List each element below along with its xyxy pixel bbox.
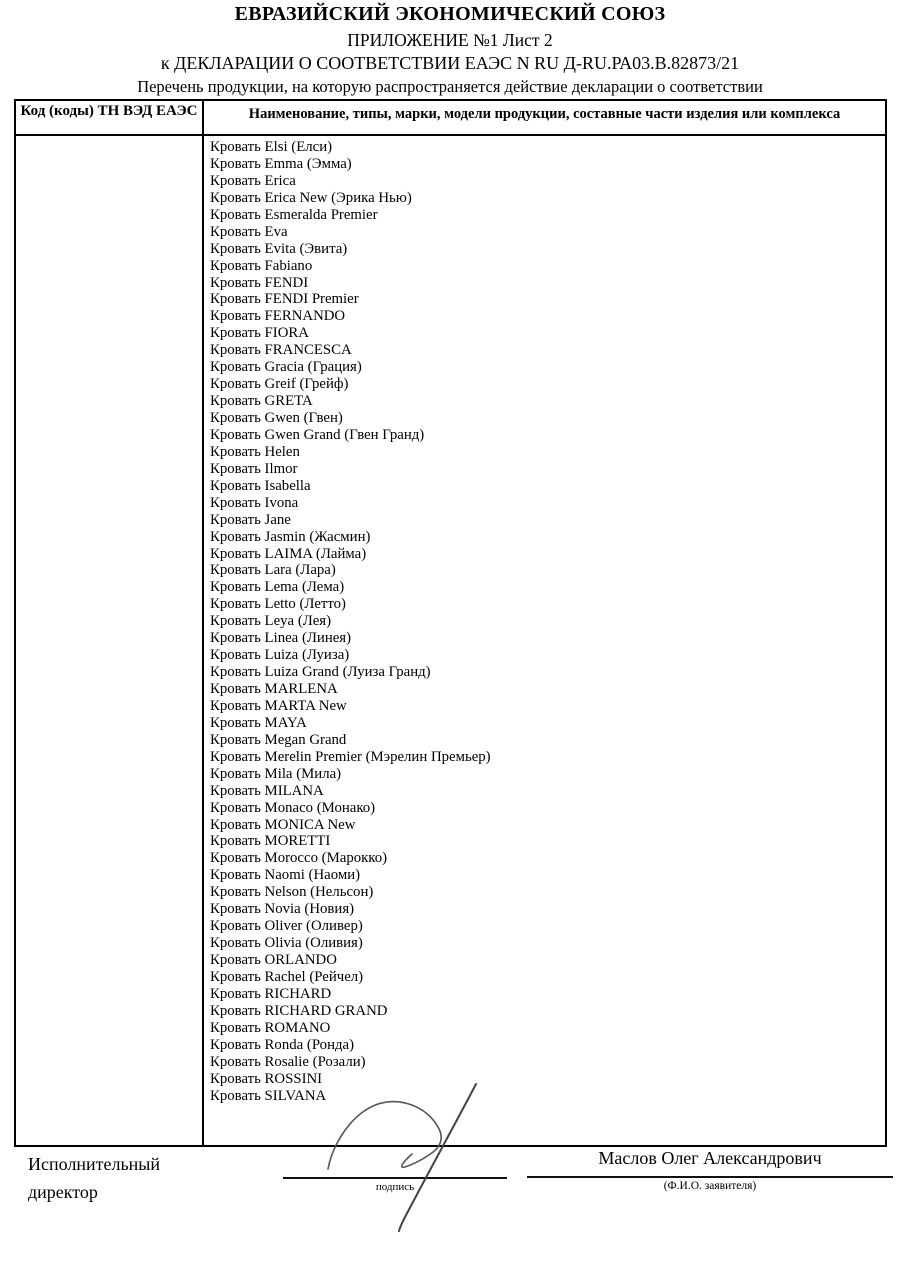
product-item: Кровать MILANA: [210, 782, 324, 799]
product-item: Кровать Ronda (Ронда): [210, 1036, 355, 1053]
product-item: Кровать Letto (Летто): [210, 596, 346, 613]
product-item: Кровать ROSSINI: [210, 1070, 323, 1087]
product-item: Кровать Gwen Grand (Гвен Гранд): [210, 426, 425, 443]
product-item: Кровать RICHARD GRAND: [210, 1002, 388, 1019]
product-item: Кровать MAYA: [210, 714, 307, 731]
product-item: Кровать FIORA: [210, 325, 309, 342]
product-item: Кровать LAIMA (Лайма): [210, 545, 367, 562]
product-item: Кровать SILVANA: [210, 1087, 327, 1104]
product-item: Кровать Linea (Линея): [210, 630, 352, 647]
product-item: Кровать Lema (Лема): [210, 579, 345, 596]
product-item: Кровать Rosalie (Розали): [210, 1053, 366, 1070]
handwritten-signature: [300, 1073, 500, 1238]
product-item: Кровать Greif (Грейф): [210, 376, 349, 393]
product-item: Кровать Esmeralda Premier: [210, 206, 378, 223]
tnved-code-column-header: Код (коды) ТН ВЭД ЕАЭС: [16, 101, 204, 134]
products-table-header-row: [16, 101, 885, 136]
product-item: Кровать Ilmor: [210, 460, 298, 477]
product-item: Кровать Merelin Premier (Мэрелин Премьер): [210, 748, 491, 765]
product-item: Кровать Gwen (Гвен): [210, 410, 343, 426]
product-list-cell: [204, 136, 885, 1145]
scope-description-line: Перечень продукции, на которую распространяется действие декларации о соответствии: [137, 77, 763, 96]
product-item: Кровать Elsi (Елси): [210, 139, 333, 155]
product-item: Кровать ORLANDO: [210, 952, 337, 968]
product-name-column-header: Наименование, типы, марки, модели продукции, составные части изделия или комплекса: [248, 106, 841, 122]
signer-position-line2: директор: [28, 1182, 98, 1202]
product-item: Кровать Luiza (Луиза): [210, 647, 350, 664]
product-item: Кровать Morocco (Марокко): [210, 850, 388, 867]
product-item: Кровать FENDI: [210, 274, 309, 291]
product-item: Кровать Novia (Новия): [210, 901, 355, 918]
product-item: Кровать GRETA: [210, 393, 313, 410]
product-item: Кровать Isabella: [210, 477, 311, 494]
product-item: Кровать Megan Grand: [210, 731, 347, 748]
product-item: Кровать ROMANO: [210, 1019, 331, 1036]
signature-field-label: подпись: [375, 1181, 415, 1193]
product-item: Кровать Lara (Лара): [210, 562, 336, 579]
product-item: Кровать Mila (Мила): [210, 765, 342, 782]
product-item: Кровать Naomi (Наоми): [210, 867, 361, 884]
product-item: Кровать MARLENA: [210, 681, 338, 697]
signer-position-line1: Исполнительный: [28, 1154, 161, 1174]
tnved-code-cell: [16, 136, 204, 1145]
product-item: Кровать FENDI Premier: [210, 291, 359, 308]
product-item: Кровать Oliver (Оливер): [210, 918, 363, 935]
product-item: Кровать Leya (Лея): [210, 613, 331, 630]
products-table: [14, 99, 887, 1147]
signer-position-title: [28, 1150, 160, 1206]
product-item: Кровать RICHARD: [210, 985, 332, 1002]
product-item: Кровать Erica New (Эрика Нью): [210, 189, 412, 206]
product-item: Кровать Fabiano: [210, 257, 313, 274]
product-item: Кровать Emma (Эмма): [210, 155, 352, 172]
declaration-number-line: к ДЕКЛАРАЦИИ О СООТВЕТСТВИИ ЕАЭС N RU Д-RU.РА03.В.82873/21: [160, 53, 740, 73]
document-header: [0, 0, 900, 97]
applicant-name-field-label: (Ф.И.О. заявителя): [663, 1180, 757, 1192]
product-item: Кровать MORETTI: [210, 833, 331, 850]
product-item: Кровать FRANCESCA: [210, 342, 352, 359]
products-table-body-row: [16, 136, 885, 1145]
appendix-subtitle: ПРИЛОЖЕНИЕ №1 Лист 2: [347, 30, 553, 50]
product-item: Кровать Rachel (Рейчел): [210, 968, 364, 985]
product-item: Кровать Jasmin (Жасмин): [210, 528, 371, 545]
product-item: Кровать Monaco (Монако): [210, 799, 376, 816]
product-item: Кровать Gracia (Грация): [210, 359, 362, 376]
product-item: Кровать Ivona: [210, 494, 299, 511]
product-item: Кровать MARTA New: [210, 697, 347, 714]
product-item: Кровать Nelson (Нельсон): [210, 884, 374, 901]
applicant-name: Маслов Олег Александрович: [598, 1148, 822, 1168]
product-item: Кровать FERNANDO: [210, 308, 346, 325]
product-item: Кровать Helen: [210, 443, 300, 460]
product-item: Кровать Jane: [210, 511, 291, 528]
product-item: Кровать Eva: [210, 223, 288, 240]
product-item: Кровать Evita (Эвита): [210, 240, 348, 257]
product-item: Кровать Luiza Grand (Луиза Гранд): [210, 664, 431, 681]
product-item: Кровать Erica: [210, 172, 296, 189]
union-title: ЕВРАЗИЙСКИЙ ЭКОНОМИЧЕСКИЙ СОЮЗ: [234, 3, 666, 25]
applicant-name-field: [527, 1176, 893, 1192]
product-item: Кровать MONICA New: [210, 816, 356, 833]
product-item: Кровать Olivia (Оливия): [210, 935, 363, 952]
